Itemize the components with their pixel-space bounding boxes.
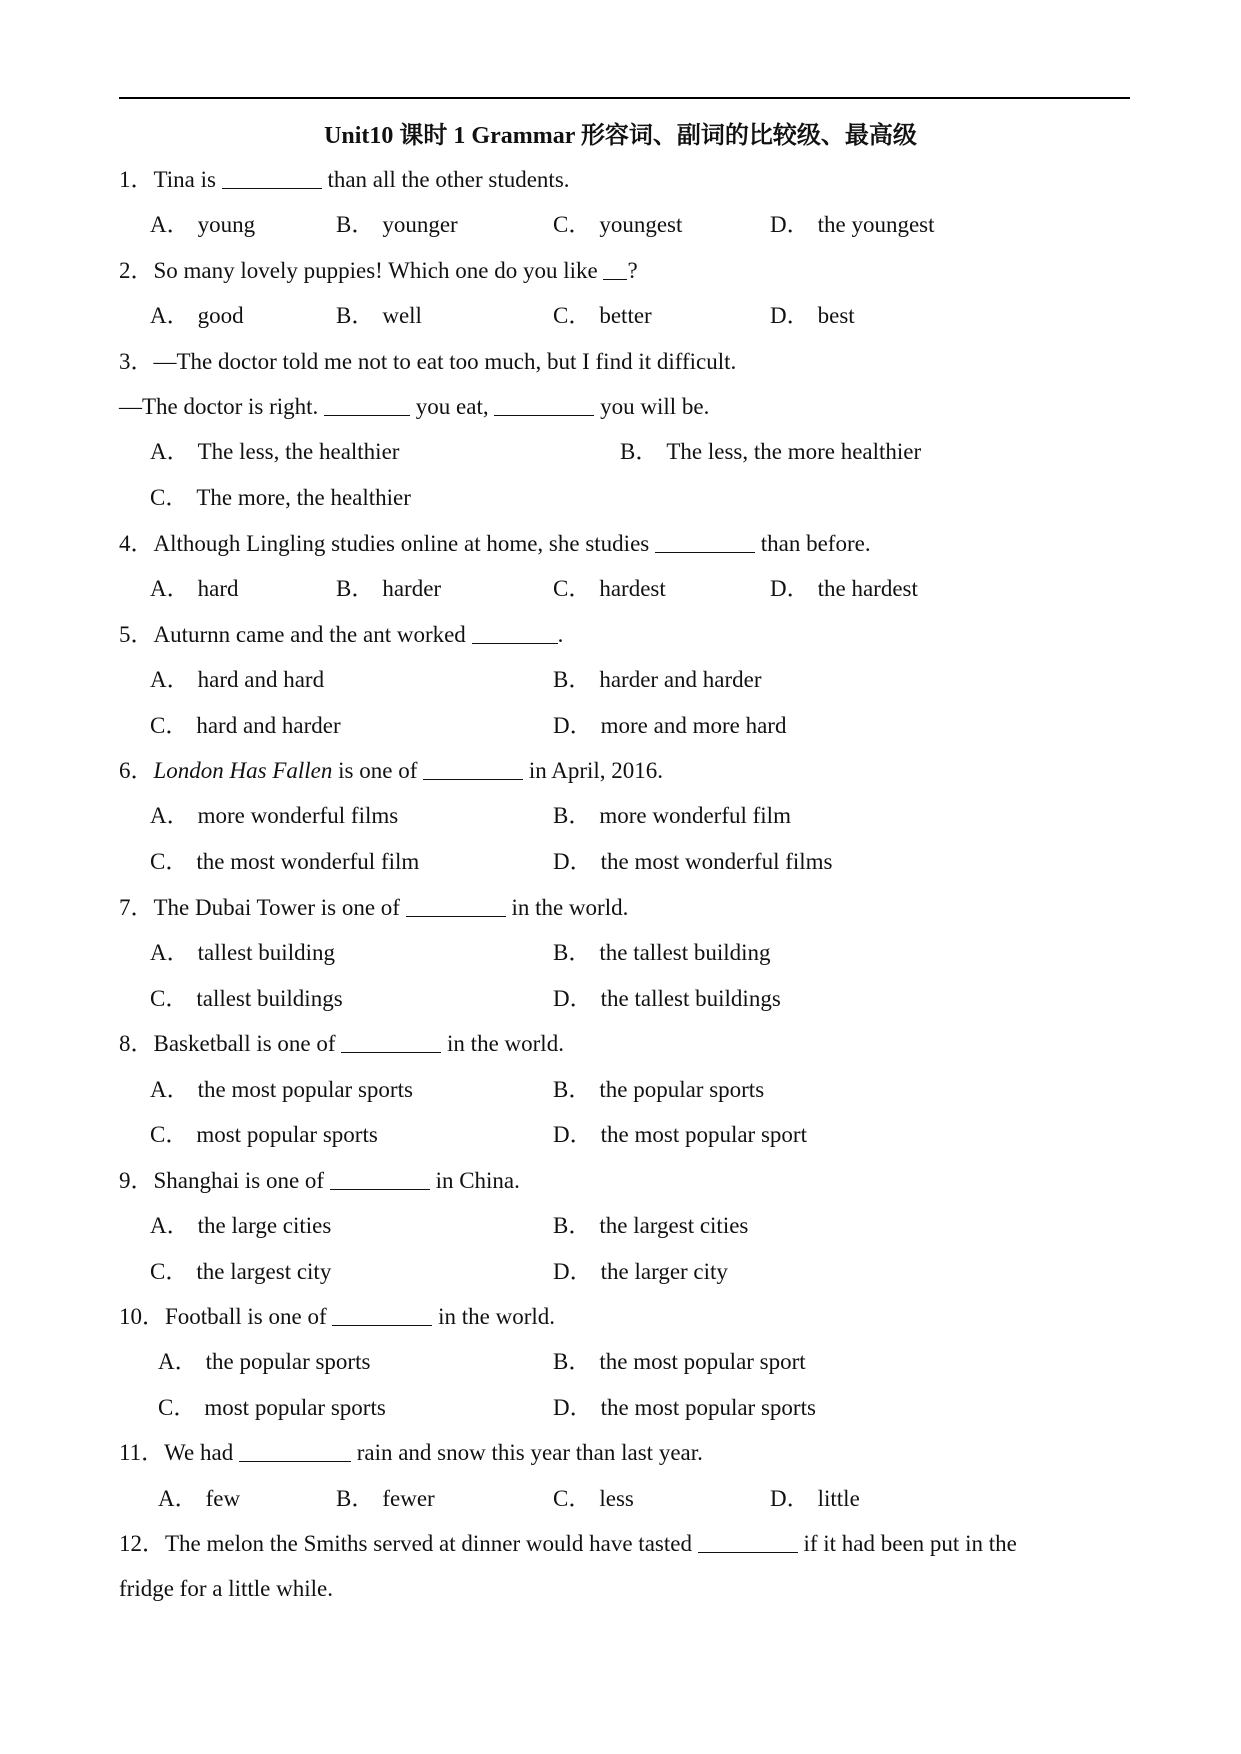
question-number: 8． xyxy=(119,1031,154,1056)
option-b: B． more wonderful film xyxy=(553,803,791,828)
question-3-line-2: —The doctor is right. you eat, you will be. xyxy=(119,394,710,419)
question-6: 6．London Has Fallen is one of in April, 2016. xyxy=(119,758,664,783)
question-number: 1． xyxy=(119,167,154,192)
answer-blank xyxy=(698,1529,798,1553)
option-c: C． the most wonderful film xyxy=(150,849,420,874)
answer-blank xyxy=(330,1166,430,1190)
answer-blank xyxy=(239,1438,351,1462)
page-title: Unit10 课时 1 Grammar 形容词、副词的比较级、最高级 xyxy=(324,123,917,149)
option-b: B． well xyxy=(336,303,422,328)
option-c: C． youngest xyxy=(553,212,683,237)
option-c: C． tallest buildings xyxy=(150,986,343,1011)
option-d: D． the hardest xyxy=(770,576,918,601)
option-b: B． the most popular sport xyxy=(553,1349,806,1374)
option-a: A． tallest building xyxy=(150,940,335,965)
option-b: B． the popular sports xyxy=(553,1077,765,1102)
option-d: D． the most popular sport xyxy=(553,1122,807,1147)
option-d: D． best xyxy=(770,303,855,328)
question-number: 9． xyxy=(119,1168,154,1193)
option-d: D． the most wonderful films xyxy=(553,849,833,874)
option-a: A． few xyxy=(158,1486,241,1511)
question-number: 4． xyxy=(119,531,154,556)
question-11: 11．We had rain and snow this year than last year. xyxy=(119,1440,703,1465)
question-12-line-2: fridge for a little while. xyxy=(119,1576,333,1601)
answer-blank xyxy=(655,529,755,553)
option-c: C． better xyxy=(553,303,652,328)
option-b: B． The less, the more healthier xyxy=(620,439,922,464)
option-b: B． the largest cities xyxy=(553,1213,749,1238)
film-title: London Has Fallen xyxy=(153,758,333,783)
question-5: 5．Auturnn came and the ant worked . xyxy=(119,622,564,647)
option-a: A． the most popular sports xyxy=(150,1077,413,1102)
answer-blank xyxy=(423,756,523,780)
answer-blank xyxy=(603,256,627,280)
option-a: A． good xyxy=(150,303,244,328)
option-c: C． The more, the healthier xyxy=(150,485,411,510)
option-d: D． the most popular sports xyxy=(553,1395,816,1420)
question-3: 3．—The doctor told me not to eat too much, but I find it difficult. xyxy=(119,349,737,374)
option-a: A． young xyxy=(150,212,256,237)
answer-blank xyxy=(494,392,594,416)
question-number: 5． xyxy=(119,622,154,647)
question-2: 2．So many lovely puppies! Which one do you like ? xyxy=(119,258,638,283)
option-b: B． younger xyxy=(336,212,458,237)
answer-blank xyxy=(406,893,506,917)
question-12: 12．The melon the Smiths served at dinner would have tasted if it had been put in the xyxy=(119,1531,1017,1556)
option-a: A． hard xyxy=(150,576,239,601)
question-10: 10．Football is one of in the world. xyxy=(119,1304,556,1329)
option-d: D． more and more hard xyxy=(553,713,787,738)
question-number: 12． xyxy=(119,1531,165,1556)
option-b: B． harder and harder xyxy=(553,667,762,692)
question-7: 7．The Dubai Tower is one of in the world. xyxy=(119,895,629,920)
option-d: D． little xyxy=(770,1486,860,1511)
option-a: A． hard and hard xyxy=(150,667,325,692)
question-number: 3． xyxy=(119,349,154,374)
option-c: C． the largest city xyxy=(150,1259,332,1284)
option-b: B． fewer xyxy=(336,1486,435,1511)
question-9: 9．Shanghai is one of in China. xyxy=(119,1168,520,1193)
option-b: B． harder xyxy=(336,576,442,601)
question-1: 1．Tina is than all the other students. xyxy=(119,167,570,192)
answer-blank xyxy=(332,1302,432,1326)
option-d: D． the larger city xyxy=(553,1259,728,1284)
question-number: 10． xyxy=(119,1304,165,1329)
answer-blank xyxy=(341,1029,441,1053)
question-4: 4．Although Lingling studies online at home, she studies than before. xyxy=(119,531,871,556)
question-number: 7． xyxy=(119,895,154,920)
answer-blank xyxy=(324,392,410,416)
option-a: A． The less, the healthier xyxy=(150,439,400,464)
option-a: A． the popular sports xyxy=(158,1349,371,1374)
option-c: C． less xyxy=(553,1486,634,1511)
option-c: C． hardest xyxy=(553,576,666,601)
option-c: C． hard and harder xyxy=(150,713,341,738)
option-d: D． the youngest xyxy=(770,212,935,237)
answer-blank xyxy=(472,620,558,644)
question-8: 8．Basketball is one of in the world. xyxy=(119,1031,564,1056)
option-a: A． more wonderful films xyxy=(150,803,399,828)
question-number: 11． xyxy=(119,1440,165,1465)
option-d: D． the tallest buildings xyxy=(553,986,781,1011)
header-rule xyxy=(119,97,1130,99)
option-a: A． the large cities xyxy=(150,1213,332,1238)
option-c: C． most popular sports xyxy=(158,1395,386,1420)
question-number: 2． xyxy=(119,258,154,283)
option-c: C． most popular sports xyxy=(150,1122,378,1147)
question-number: 6． xyxy=(119,758,154,783)
option-b: B． the tallest building xyxy=(553,940,771,965)
answer-blank xyxy=(222,165,322,189)
